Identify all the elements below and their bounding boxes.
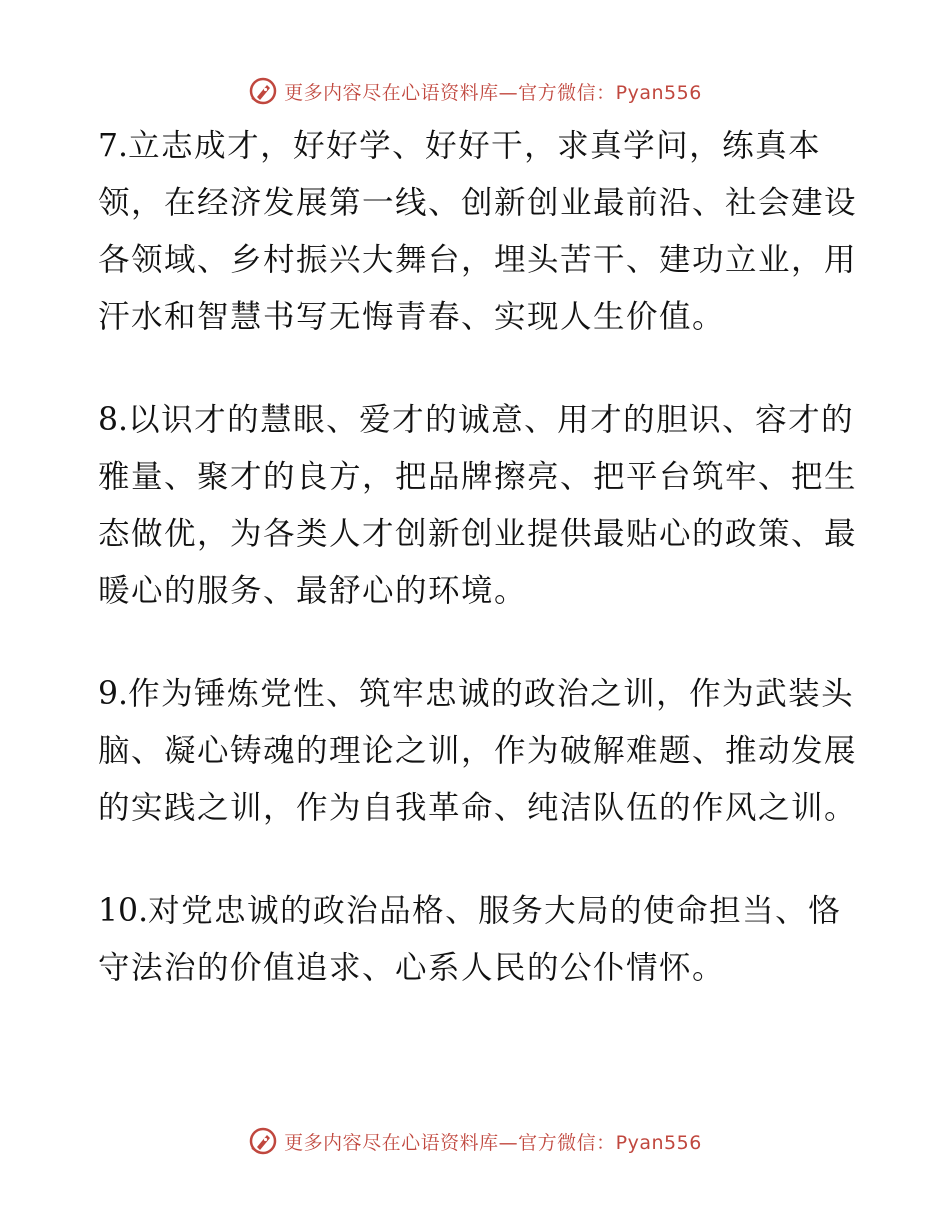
paragraph-text: 对党忠诚的政治品格、服务大局的使命担当、恪守法治的价值追求、心系人民的公仆情怀。 — [98, 893, 842, 986]
header-banner — [0, 74, 950, 108]
document-body — [98, 118, 858, 1043]
paragraph-number: 7. — [98, 128, 129, 164]
pen-nib-logo-icon — [248, 76, 278, 106]
paragraph-text: 以识才的慧眼、爱才的诚意、用才的胆识、容才的雅量、聚才的良方，把品牌擦亮、把平台筑牢、把生态做优，为各类人才创新创业提供最贴心的政策、最暖心的服务、最舒心的环境。 — [98, 402, 858, 609]
paragraph-number: 10. — [98, 893, 149, 929]
paragraph-9 — [98, 666, 858, 837]
paragraph-8 — [98, 392, 858, 620]
paragraph-10 — [98, 883, 858, 997]
footer-banner-text: 更多内容尽在心语资料库—官方微信：Pyan556 — [284, 1131, 702, 1154]
paragraph-text: 作为锤炼党性、筑牢忠诚的政治之训，作为武装头脑、凝心铸魂的理论之训，作为破解难题、推动发展的实践之训，作为自我革命、纯洁队伍的作风之训。 — [98, 676, 858, 826]
paragraph-text: 立志成才，好好学、好好干，求真学问，练真本领，在经济发展第一线、创新创业最前沿、社会建设各领域、乡村振兴大舞台，埋头苦干、建功立业，用汗水和智慧书写无悔青春、实现人生价值。 — [98, 128, 858, 335]
header-banner-text: 更多内容尽在心语资料库—官方微信：Pyan556 — [284, 81, 702, 104]
paragraph-number: 8. — [98, 402, 129, 438]
paragraph-7 — [98, 118, 858, 346]
paragraph-number: 9. — [98, 676, 129, 712]
pen-nib-logo-icon — [248, 1126, 278, 1156]
footer-banner — [0, 1124, 950, 1158]
